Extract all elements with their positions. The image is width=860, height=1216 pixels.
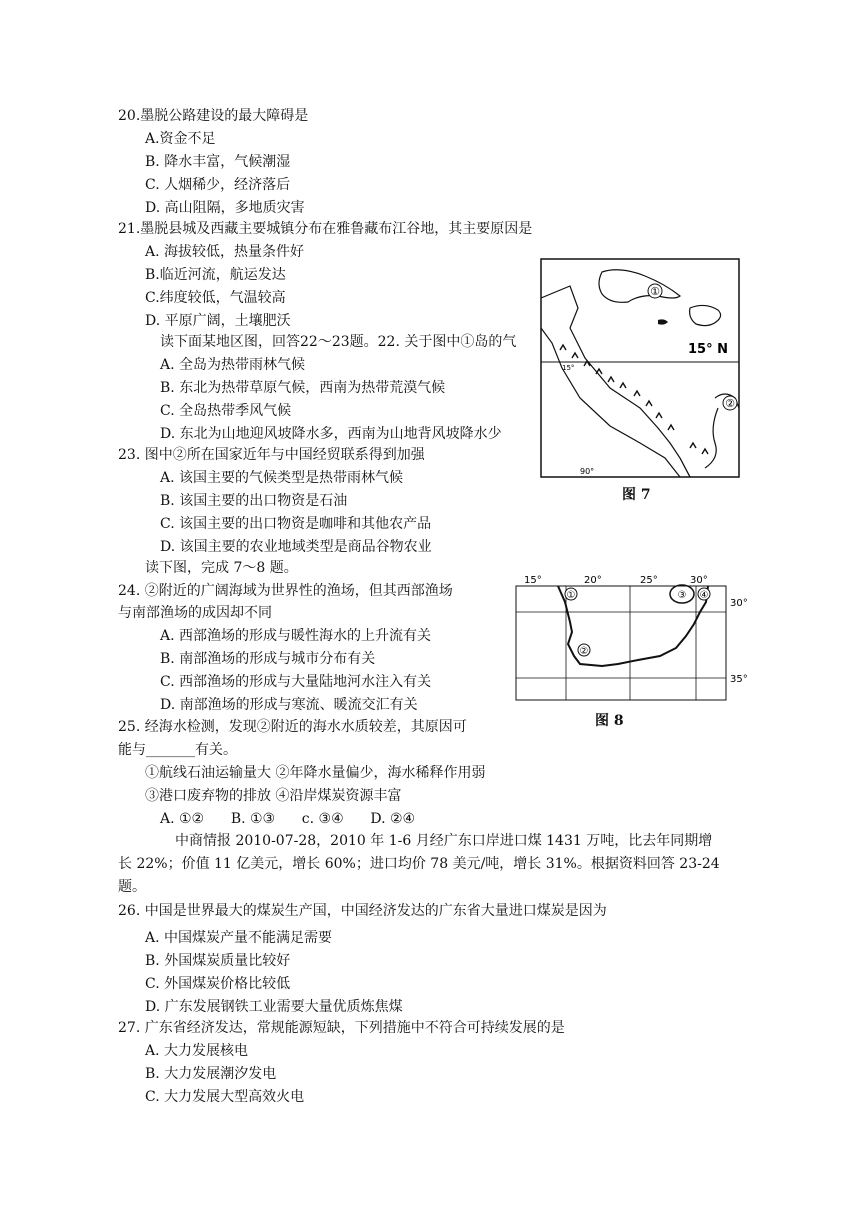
q26-option-d: D. 广东发展钢铁工业需要大量优质炼焦煤 (145, 999, 403, 1015)
q27-option-b: B. 大力发展潮汐发电 (145, 1066, 277, 1082)
marker-1-label: ① (566, 590, 576, 601)
q23-option-a: A. 该国主要的气候类型是热带雨林气候 (160, 470, 404, 486)
marker-2-label: ② (725, 397, 735, 410)
lon-label-15: 15° (524, 575, 542, 586)
q23-stem: 23. 图中②所在国家近年与中国经贸联系得到加强 (118, 447, 425, 463)
q24-option-c: C. 西部渔场的形成与大量陆地河水注入有关 (160, 674, 432, 690)
passage-line1: 中商情报 2010-07-28，2010 年 1-6 月经广东口岸进口煤 1431 万吨，比去年同期增 (175, 833, 713, 849)
lat-label-30: 30° (730, 598, 748, 609)
q24-intro: 读下图，完成 7～8 题。 (145, 560, 298, 576)
q25-items-line1: ①航线石油运输量大 ②年降水量偏少，海水稀释作用弱 (145, 765, 486, 781)
latitude-label-small: 15° (562, 364, 575, 372)
q21-option-c: C.纬度较低，气温较高 (145, 290, 286, 306)
figure-7-map (540, 258, 740, 478)
figure-8-map (510, 572, 760, 702)
lon-label-20: 20° (584, 575, 602, 586)
marker-3-label: ③ (677, 590, 687, 601)
q22-intro: 读下面某地区图，回答22～23题。22. 关于图中①岛的气 (160, 334, 517, 350)
lon-label-30: 30° (690, 575, 708, 586)
marker-2-label: ② (579, 646, 589, 657)
q21-option-d: D. 平原广阔，土壤肥沃 (145, 313, 291, 329)
q25-items-line2: ③港口废弃物的排放 ④沿岸煤炭资源丰富 (145, 788, 402, 804)
q25-stem-line1: 25. 经海水检测，发现②附近的海水水质较差，其原因可 (118, 719, 467, 735)
q26-option-a: A. 中国煤炭产量不能满足需要 (145, 930, 333, 946)
latitude-label-15n: 15° N (688, 342, 728, 357)
passage-line2: 长 22%；价值 11 亿美元，增长 60%；进口均价 78 美元/吨，增长 31%。根据资料回答 23-24 (118, 856, 720, 872)
lon-label-25: 25° (640, 575, 658, 586)
map-frame (516, 586, 726, 700)
q22-option-d: D. 东北为山地迎风坡降水多，西南为山地背风坡降水少 (160, 426, 502, 442)
q24-option-a: A. 西部渔场的形成与暖性海水的上升流有关 (160, 628, 432, 644)
q22-option-a: A. 全岛为热带雨林气候 (160, 357, 306, 373)
q25-choices: A. ①② B. ①③ c. ③④ D. ②④ (160, 811, 416, 827)
q26-stem: 26. 中国是世界最大的煤炭生产国，中国经济发达的广东省大量进口煤炭是因为 (118, 903, 607, 919)
q21-option-b: B.临近河流，航运发达 (145, 267, 286, 283)
q20-stem: 20.墨脱公路建设的最大障碍是 (118, 108, 309, 124)
q27-stem: 27. 广东省经济发达，常规能源短缺，下列措施中不符合可持续发展的是 (118, 1020, 565, 1036)
q25-stem-line2: 能与_______有关。 (118, 742, 237, 758)
figure-7-caption: 图 7 (622, 487, 651, 503)
longitude-label-90: 90° (580, 467, 595, 476)
q24-stem-line1: 24. ②附近的广阔海域为世界性的渔场，但其西部渔场 (118, 583, 453, 599)
q20-option-b: B. 降水丰富，气候潮湿 (145, 154, 291, 170)
lat-label-35: 35° (730, 674, 748, 685)
q24-stem-line2: 与南部渔场的成因却不同 (118, 605, 272, 621)
q27-option-c: C. 大力发展大型高效火电 (145, 1089, 305, 1105)
q23-option-d: D. 该国主要的农业地域类型是商品谷物农业 (160, 539, 432, 555)
q20-option-c: C. 人烟稀少，经济落后 (145, 177, 291, 193)
q26-option-b: B. 外国煤炭质量比较好 (145, 953, 291, 969)
q23-option-c: C. 该国主要的出口物资是咖啡和其他农产品 (160, 516, 432, 532)
q20-option-d: D. 高山阻隔，多地质灾害 (145, 200, 305, 216)
q26-option-c: C. 外国煤炭价格比较低 (145, 976, 291, 992)
q24-option-b: B. 南部渔场的形成与城市分布有关 (160, 651, 376, 667)
q24-option-d: D. 南部渔场的形成与寒流、暖流交汇有关 (160, 697, 418, 713)
marker-4-label: ④ (699, 590, 709, 601)
q27-option-a: A. 大力发展核电 (145, 1043, 249, 1059)
figure-8-caption: 图 8 (595, 713, 624, 729)
q21-stem: 21.墨脱县城及西藏主要城镇分布在雅鲁藏布江谷地，其主要原因是 (118, 221, 533, 237)
q23-option-b: B. 该国主要的出口物资是石油 (160, 493, 348, 509)
q21-option-a: A. 海拔较低，热量条件好 (145, 244, 305, 260)
q20-option-a: A.资金不足 (145, 131, 216, 147)
q22-option-c: C. 全岛热带季风气候 (160, 403, 292, 419)
marker-1-label: ① (650, 285, 660, 298)
passage-line3: 题。 (118, 879, 146, 895)
q22-option-b: B. 东北为热带草原气候，西南为热带荒漠气候 (160, 380, 446, 396)
